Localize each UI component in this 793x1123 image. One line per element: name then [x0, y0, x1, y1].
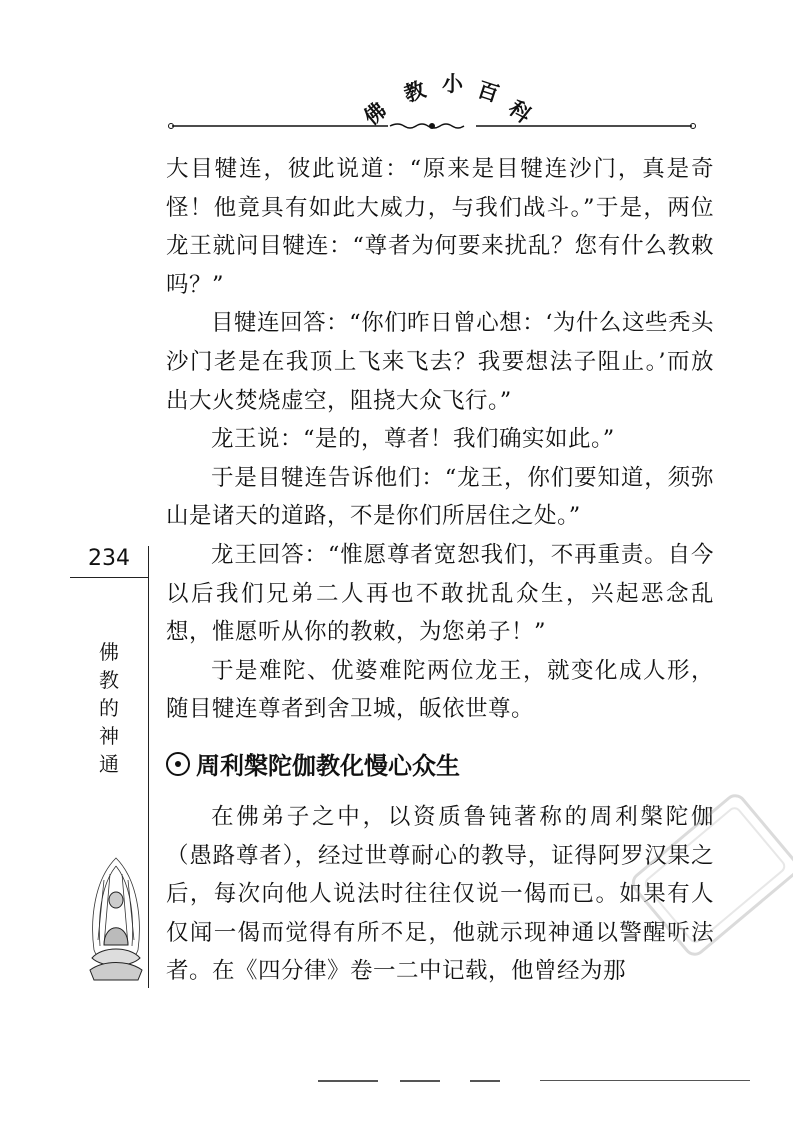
header-char: 教: [400, 76, 429, 107]
header-ornament-rule: [168, 122, 696, 130]
header-char: 科: [504, 95, 537, 128]
buddha-figure-icon: [84, 850, 148, 990]
section-heading-text: 周利槃陀伽教化慢心众生: [196, 751, 460, 780]
body-paragraph: 于是难陀、优婆难陀两位龙王，就变化成人形，随目犍连尊者到舍卫城，皈依世尊。: [166, 657, 714, 723]
page-number: 234: [88, 546, 130, 571]
header-char: 百: [474, 76, 503, 107]
body-paragraph: 龙王回答：“惟愿尊者宽恕我们，不再重责。自今以后我们兄弟二人再也不敢扰乱众生，兴起恶念乱想，惟愿听从你的教敕，为您弟子！”: [166, 541, 714, 646]
section-char: 通: [99, 752, 119, 776]
body-paragraph: 大目犍连，彼此说道：“原来是目犍连沙门，真是奇怪！他竟具有如此大威力，与我们战斗。”于是，两位龙王就问目犍连：“尊者为何要来扰乱？您有什么教敕吗？”: [166, 156, 714, 298]
margin-divider-horizontal: [70, 577, 148, 578]
body-paragraph: 在佛弟子之中，以资质鲁钝著称的周利槃陀伽（愚路尊者），经过世尊耐心的教导，证得阿罗汉果之后，每次向他人说法时往往仅说一偈而已。如果有人仅闻一偈而觉得有所不足，他就示现神通以警醒听法者。在《四分律》卷一二中记载，他曾经为那: [166, 803, 714, 985]
watermark-stamp-icon: [620, 780, 793, 970]
section-char: 神: [99, 724, 119, 748]
circle-dot-icon: [166, 752, 190, 776]
header-char: 小: [442, 71, 463, 96]
body-paragraph: 龙王说：“是的，尊者！我们确实如此。”: [211, 426, 615, 453]
section-char: 教: [99, 668, 119, 692]
section-char: 佛: [99, 640, 119, 664]
section-char: 的: [99, 696, 119, 720]
margin-divider-vertical: [148, 546, 149, 988]
scan-artifact: [318, 1080, 378, 1082]
body-paragraph: 目犍连回答：“你们昨日曾心想：‘为什么这些秃头沙门老是在我顶上飞来飞去？我要想法子阻止。’而放出大火焚烧虚空，阻挠大众飞行。”: [166, 310, 714, 414]
scan-artifact: [540, 1080, 750, 1081]
body-paragraph: 于是目犍连告诉他们：“龙王，你们要知道，须弥山是诸天的道路，不是你们所居住之处。”: [166, 464, 714, 530]
scan-artifact: [400, 1080, 440, 1082]
scan-artifact: [470, 1080, 500, 1082]
header-char: 佛: [358, 97, 391, 130]
vertical-section-label: [96, 638, 122, 778]
